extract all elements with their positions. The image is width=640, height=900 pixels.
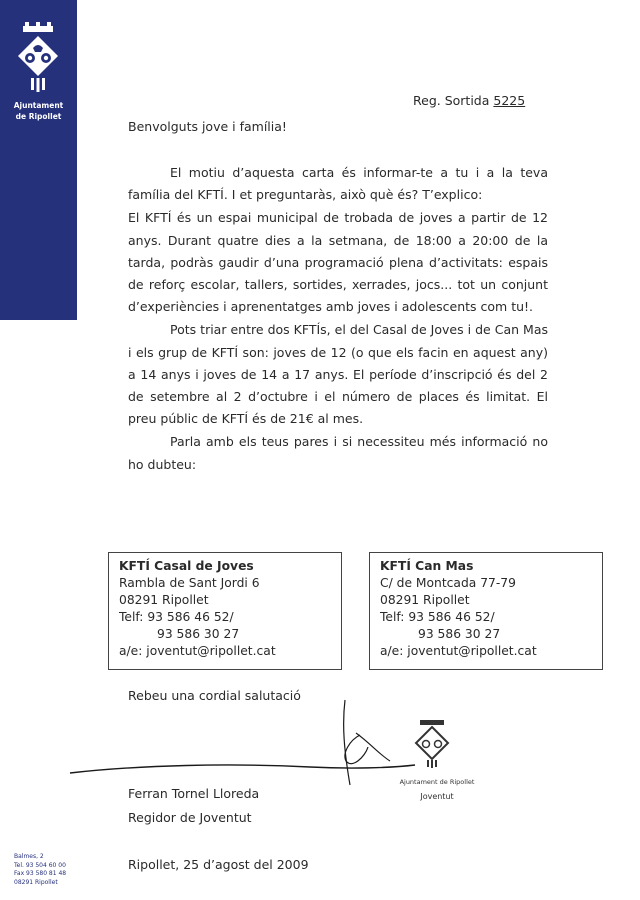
handwritten-signature: [60, 695, 420, 795]
signer-name: Ferran Tornel Lloreda: [128, 786, 260, 801]
stamp-council-name: Ajuntament de Ripollet: [399, 778, 475, 786]
council-name-line2: de Ripollet: [15, 112, 62, 121]
footer-address: [14, 853, 66, 887]
contact-email: a/e: joventut@ripollet.cat: [119, 644, 276, 658]
contact-phone: Telf: 93 586 46 52/: [119, 610, 234, 624]
contact-box-casal-de-joves: [108, 552, 342, 670]
stamp-department: Joventut: [420, 792, 454, 801]
joventut-stamp: [382, 718, 492, 808]
contact-postal: 08291 Ripollet: [380, 593, 470, 607]
registry-number: 5225: [493, 93, 526, 108]
paragraph-more-info: Parla amb els teus pares i si necessiteu més informació no ho dubteu:: [128, 434, 548, 472]
signer-title: Regidor de Joventut: [128, 810, 252, 825]
contact-address: C/ de Montcada 77-79: [380, 576, 516, 590]
contact-postal: 08291 Ripollet: [119, 593, 209, 607]
contact-phone-secondary: 93 586 30 27: [418, 627, 501, 641]
contact-email: a/e: joventut@ripollet.cat: [380, 644, 537, 658]
closing-salutation: Rebeu una cordial salutació: [128, 688, 301, 703]
contact-box-can-mas: [369, 552, 603, 670]
footer-address-fax: Fax 93 580 81 48: [14, 870, 67, 878]
footer-address-postal: 08291 Ripollet: [14, 878, 58, 886]
contact-address: Rambla de Sant Jordi 6: [119, 576, 260, 590]
footer-address-phone: Tel. 93 504 60 00: [14, 861, 66, 869]
paragraph-intro: El motiu d’aquesta carta és informar-te a tu i a la teva família del KFTÍ. I et preguntaràs, això què és? T’explico:: [128, 165, 548, 203]
contact-title: KFTÍ Can Mas: [380, 559, 474, 573]
brand-sidebar: [0, 0, 77, 320]
registry-label: Reg. Sortida: [413, 93, 490, 108]
letter-body: [128, 162, 548, 477]
letter-date: Ripollet, 25 d’agost del 2009: [128, 857, 309, 872]
paragraph-groups: Pots triar entre dos KFTÍs, el del Casal de Joves i de Can Mas i els grup de KFTÍ son: joves de 12 (o que els facin en aquest any) a 14 anys i joves de 14 a 17 anys. El període d’inscripció és del 2 de setembre al 2 d’octubre i el número de places és limitat. El preu públic de KFTÍ és de 21€ al mes.: [128, 322, 548, 427]
registry-reference: [413, 93, 525, 108]
stamp-crest-icon: [410, 718, 454, 768]
contact-phone-secondary: 93 586 30 27: [157, 627, 240, 641]
contact-phone: Telf: 93 586 46 52/: [380, 610, 495, 624]
council-name-line1: Ajuntament: [13, 101, 64, 110]
municipal-crest-icon: [13, 22, 63, 94]
contact-title: KFTÍ Casal de Joves: [119, 559, 254, 573]
footer-address-street: Balmes, 2: [14, 853, 44, 860]
paragraph-description: El KFTÍ és un espai municipal de trobada de joves a partir de 12 anys. Durant quatre dies a la setmana, de 18:00 a 20:00 de la tarda, podràs gaudir d’una programació plena d’activitats: espais de reforç escolar, tallers, sortides, xerrades, jocs... tot un conjunt d’experiències i aprenentatges amb joves i adolescents com tu!.: [128, 210, 548, 315]
letter-greeting: Benvolguts jove i família!: [128, 119, 287, 134]
council-name: [2, 100, 75, 122]
